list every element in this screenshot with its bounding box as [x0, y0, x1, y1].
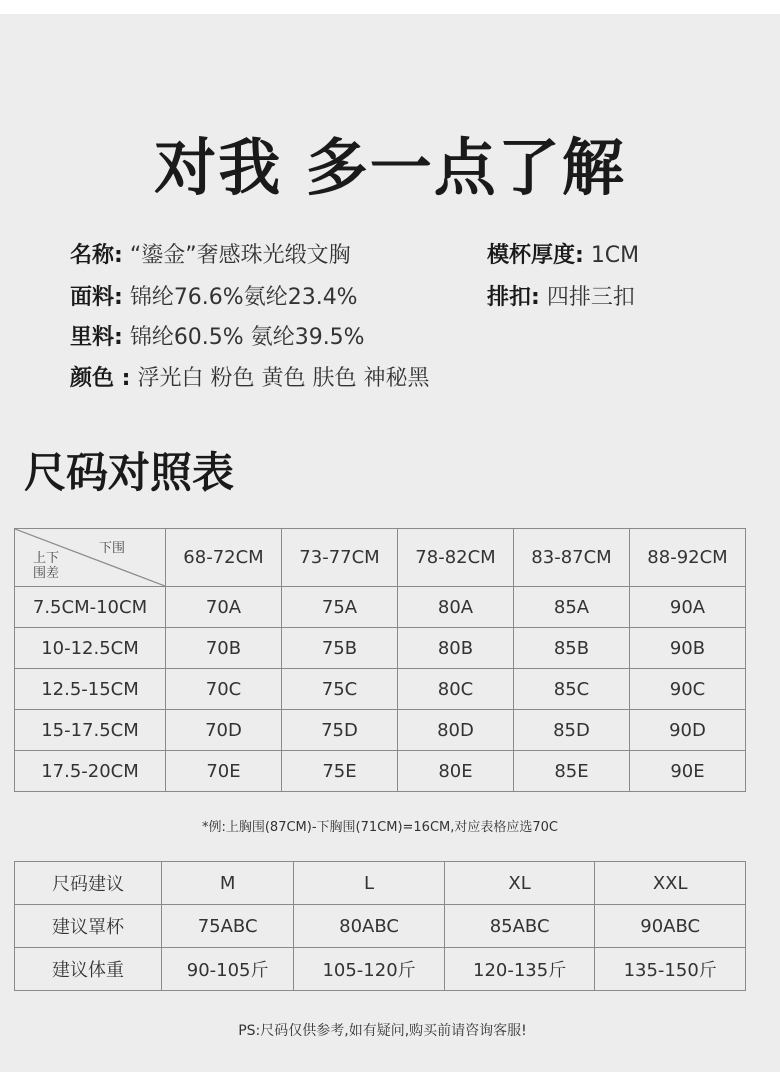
color-value: 浮光白 粉色 黄色 肤色 神秘黑 — [137, 366, 430, 391]
table-cell: 70A — [166, 587, 282, 628]
corner-bottom-line-2: 围差 — [33, 566, 60, 581]
table-cell: 75C — [282, 669, 398, 710]
info-lining — [70, 320, 365, 351]
info-cup-thickness — [487, 238, 639, 269]
size-chart-table — [14, 528, 746, 792]
corner-bottom-label — [33, 551, 59, 581]
row-label: 17.5-20CM — [15, 751, 166, 792]
column-header: 83-87CM — [514, 529, 630, 587]
table-row — [15, 862, 746, 905]
corner-bottom-line-1: 上下 — [33, 551, 60, 566]
row-label: 15-17.5CM — [15, 710, 166, 751]
table-cell: 80E — [398, 751, 514, 792]
cup-thickness-value: 1CM — [590, 243, 640, 268]
table-cell: 90D — [630, 710, 746, 751]
name-value: “鎏金”奢感珠光缎文胸 — [129, 243, 351, 268]
table-cell: 70E — [166, 751, 282, 792]
color-label: 颜色 : — [70, 366, 131, 391]
table-cell: XXL — [595, 862, 746, 905]
fabric-label: 面料: — [70, 285, 123, 310]
table-cell: 85E — [514, 751, 630, 792]
table-cell: 120-135斤 — [444, 948, 595, 991]
example-note: *例:上胸围(87CM)-下胸围(71CM)=16CM,对应表格应选70C — [201, 820, 558, 835]
info-hooks — [487, 280, 635, 311]
table-cell: 85D — [514, 710, 630, 751]
column-header: 68-72CM — [166, 529, 282, 587]
column-header: 78-82CM — [398, 529, 514, 587]
row-label: 12.5-15CM — [15, 669, 166, 710]
column-header: 73-77CM — [282, 529, 398, 587]
row-label: 10-12.5CM — [15, 628, 166, 669]
top-strip — [0, 0, 780, 14]
corner-top-label: 下围 — [98, 541, 125, 556]
table-cell: 80A — [398, 587, 514, 628]
table-cell: 75B — [282, 628, 398, 669]
table-cell: 105-120斤 — [294, 948, 445, 991]
table-cell: 75E — [282, 751, 398, 792]
table-cell: 85A — [514, 587, 630, 628]
table-cell: 75A — [282, 587, 398, 628]
page-title: 对我 多一点了解 — [154, 131, 626, 204]
table-cell: 80C — [398, 669, 514, 710]
table-cell: M — [162, 862, 294, 905]
table-cell: 80B — [398, 628, 514, 669]
table-cell: 90E — [630, 751, 746, 792]
name-label: 名称: — [70, 243, 123, 268]
info-color — [70, 361, 429, 392]
table-cell: 75D — [282, 710, 398, 751]
hooks-value: 四排三扣 — [546, 285, 635, 310]
table-cell: 85C — [514, 669, 630, 710]
table-row — [15, 587, 746, 628]
table-cell: 75ABC — [162, 905, 294, 948]
table-cell: 90A — [630, 587, 746, 628]
hooks-label: 排扣: — [487, 285, 540, 310]
table-cell: 90-105斤 — [162, 948, 294, 991]
table-cell: XL — [444, 862, 595, 905]
table-row — [15, 628, 746, 669]
cup-thickness-label: 模杯厚度: — [487, 243, 584, 268]
table-row — [15, 948, 746, 991]
table-cell: 90ABC — [595, 905, 746, 948]
section-title: 尺码对照表 — [24, 448, 235, 497]
row-label: 7.5CM-10CM — [15, 587, 166, 628]
table-row — [15, 669, 746, 710]
table-row — [15, 905, 746, 948]
table-row — [15, 710, 746, 751]
info-name — [70, 238, 351, 269]
table-cell: L — [294, 862, 445, 905]
table-cell: 70D — [166, 710, 282, 751]
info-fabric — [70, 280, 358, 311]
table-row — [15, 751, 746, 792]
table-cell: 90C — [630, 669, 746, 710]
table-cell: 70C — [166, 669, 282, 710]
lining-value: 锦纶60.5% 氨纶39.5% — [129, 325, 365, 350]
size-table-header-row — [15, 529, 746, 587]
table-cell: 135-150斤 — [595, 948, 746, 991]
table-cell: 85B — [514, 628, 630, 669]
row-label: 尺码建议 — [15, 862, 162, 905]
lining-label: 里料: — [70, 325, 123, 350]
corner-cell — [15, 529, 166, 587]
table-cell: 85ABC — [444, 905, 595, 948]
row-label: 建议体重 — [15, 948, 162, 991]
fabric-value: 锦纶76.6%氨纶23.4% — [129, 285, 358, 310]
table-cell: 90B — [630, 628, 746, 669]
table-cell: 70B — [166, 628, 282, 669]
table-cell: 80ABC — [294, 905, 445, 948]
table-cell: 80D — [398, 710, 514, 751]
size-recommendation-table — [14, 861, 746, 991]
row-label: 建议罩杯 — [15, 905, 162, 948]
column-header: 88-92CM — [630, 529, 746, 587]
ps-note: PS:尺码仅供参考,如有疑问,购买前请咨询客服! — [238, 1023, 527, 1039]
